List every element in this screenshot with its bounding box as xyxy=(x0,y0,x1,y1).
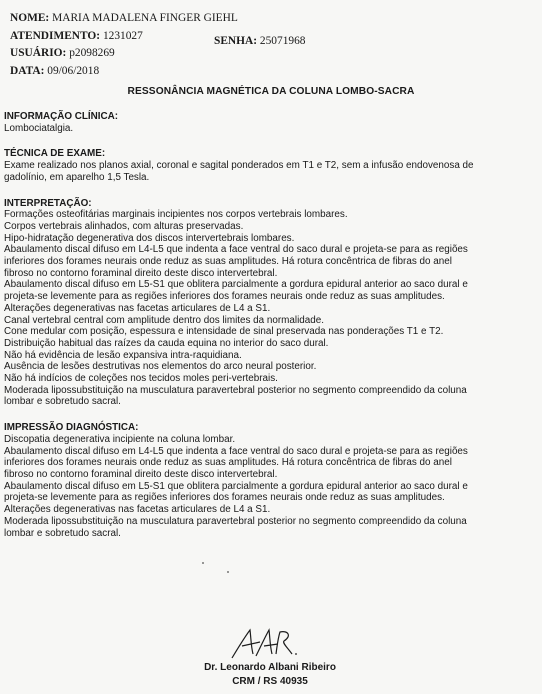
text-line: inferiores dos forames neurais onde reduz as suas amplitudes. Há rotura concêntrica de fibras do anel xyxy=(4,256,452,268)
text-line: fibroso no contorno foraminal direito deste disco intervertebral. xyxy=(4,267,278,279)
text-line: Abaulamento discal difuso em L4-L5 que indenta a face ventral do saco dural e projeta-se para as regiões xyxy=(4,244,468,256)
section-heading: IMPRESSÃO DIAGNÓSTICA: xyxy=(4,422,139,434)
text-line: Não há indícios de coleções nos tecidos moles peri-vertebrais. xyxy=(4,373,278,385)
patient-header xyxy=(10,10,238,80)
text-line: Exame realizado nos planos axial, coronal e sagital ponderados em T1 e T2, sem a infusão endovenosa de xyxy=(4,160,474,172)
text-line: projeta-se levemente para as regiões inferiores dos forames neurais onde reduz as suas amplitudes. xyxy=(4,492,445,504)
text-line: inferiores dos forames neurais onde reduz as suas amplitudes. Há rotura concêntrica de fibras do anel xyxy=(4,457,452,469)
header-row-atendimento xyxy=(10,28,238,46)
section-lines xyxy=(4,209,536,408)
usuario-label: USUÁRIO: xyxy=(10,47,67,59)
section-lines xyxy=(4,123,536,135)
text-line: Lombociatalgia. xyxy=(4,122,74,134)
text-line: Não há evidência de lesão expansiva intra-raquidiana. xyxy=(4,349,242,361)
section-heading: INTERPRETAÇÃO: xyxy=(4,197,92,209)
text-line: Alterações degenerativas nas facetas articulares de L4 a S1. xyxy=(4,504,271,516)
data-label: DATA: xyxy=(10,64,45,77)
doctor-crm: CRM / RS 40935 xyxy=(232,676,308,687)
section-lines xyxy=(4,160,536,183)
signature-block xyxy=(180,624,360,694)
text-line: projeta-se levemente para as regiões inferiores dos forames neurais onde reduz as suas amplitudes. xyxy=(4,291,445,303)
senha-label: SENHA: xyxy=(214,35,258,47)
text-line: Abaulamento discal difuso em L5-S1 que oblitera parcialmente a gordura epidural anterior ao saco dural e xyxy=(4,279,468,291)
text-line: Abaulamento discal difuso em L4-L5 que indenta a face ventral do saco dural e projeta-se para as regiões xyxy=(4,445,468,457)
section-heading: INFORMAÇÃO CLÍNICA: xyxy=(4,111,119,122)
senha-value: 25071968 xyxy=(259,35,306,47)
text-line: Discopatia degenerativa incipiente na coluna lombar. xyxy=(4,433,236,445)
text-line: Moderada lipossubstituição na musculatura paravertebral posterior no segmento compreendido da coluna xyxy=(4,384,467,396)
text-line: Hipo-hidratação degenerativa dos discos intervertebrais lombares. xyxy=(4,232,295,244)
nome-label: NOME: xyxy=(10,12,50,24)
text-line: lombar e sobretudo sacral. xyxy=(4,396,121,408)
text-line: Corpos vertebrais alinhados, com alturas preservadas. xyxy=(4,220,244,232)
senha-field xyxy=(214,35,305,47)
section-tecnica xyxy=(4,148,536,183)
text-line: Abaulamento discal difuso em L5-S1 que oblitera parcialmente a gordura epidural anterior ao saco dural e xyxy=(4,480,468,492)
section-lines xyxy=(4,434,536,539)
atendimento-value: 1231027 xyxy=(102,29,143,42)
handwritten-signature-icon xyxy=(220,624,300,664)
text-line: Moderada lipossubstituição na musculatura paravertebral posterior no segmento compreendido da coluna xyxy=(4,515,467,527)
doctor-name: Dr. Leonardo Albani Ribeiro xyxy=(204,662,336,673)
paper-speck xyxy=(202,562,204,564)
text-line: Cone medular com posição, espessura e intensidade de sinal preservada nas ponderações T1 e T2. xyxy=(4,326,444,338)
atendimento-label: ATENDIMENTO: xyxy=(10,29,101,42)
header-row-data xyxy=(10,63,238,81)
text-line: Canal vertebral central com amplitude dentro dos limites da normalidade. xyxy=(4,314,325,326)
header-row-nome xyxy=(10,10,238,28)
section-interpretacao xyxy=(4,198,536,409)
text-line: lombar e sobretudo sacral. xyxy=(4,527,121,539)
text-line: gadolínio, em aparelho 1,5 Tesla. xyxy=(4,171,150,183)
usuario-value: p2098269 xyxy=(69,47,115,59)
text-line: Formações osteofitárias marginais incipientes nos corpos vertebrais lombares. xyxy=(4,209,348,221)
paper-speck xyxy=(227,571,229,573)
data-value: 09/06/2018 xyxy=(47,64,100,77)
text-line: fibroso no contorno foraminal direito deste disco intervertebral. xyxy=(4,468,278,480)
header-row-usuario xyxy=(10,45,238,63)
report-body xyxy=(4,111,536,553)
text-line: Alterações degenerativas nas facetas articulares de L4 a S1. xyxy=(4,302,271,314)
section-informacao xyxy=(4,111,536,134)
text-line: Distribuição habitual das raízes da cauda equina no interior do saco dural. xyxy=(4,337,329,349)
report-title: RESSONÂNCIA MAGNÉTICA DA COLUNA LOMBO-SACRA xyxy=(127,86,415,97)
section-impressao xyxy=(4,422,536,539)
text-line: Ausência de lesões destrutivas nos elementos do arco neural posterior. xyxy=(4,361,317,373)
section-heading: TÉCNICA DE EXAME: xyxy=(4,148,106,160)
nome-value: MARIA MADALENA FINGER GIEHL xyxy=(52,12,238,24)
